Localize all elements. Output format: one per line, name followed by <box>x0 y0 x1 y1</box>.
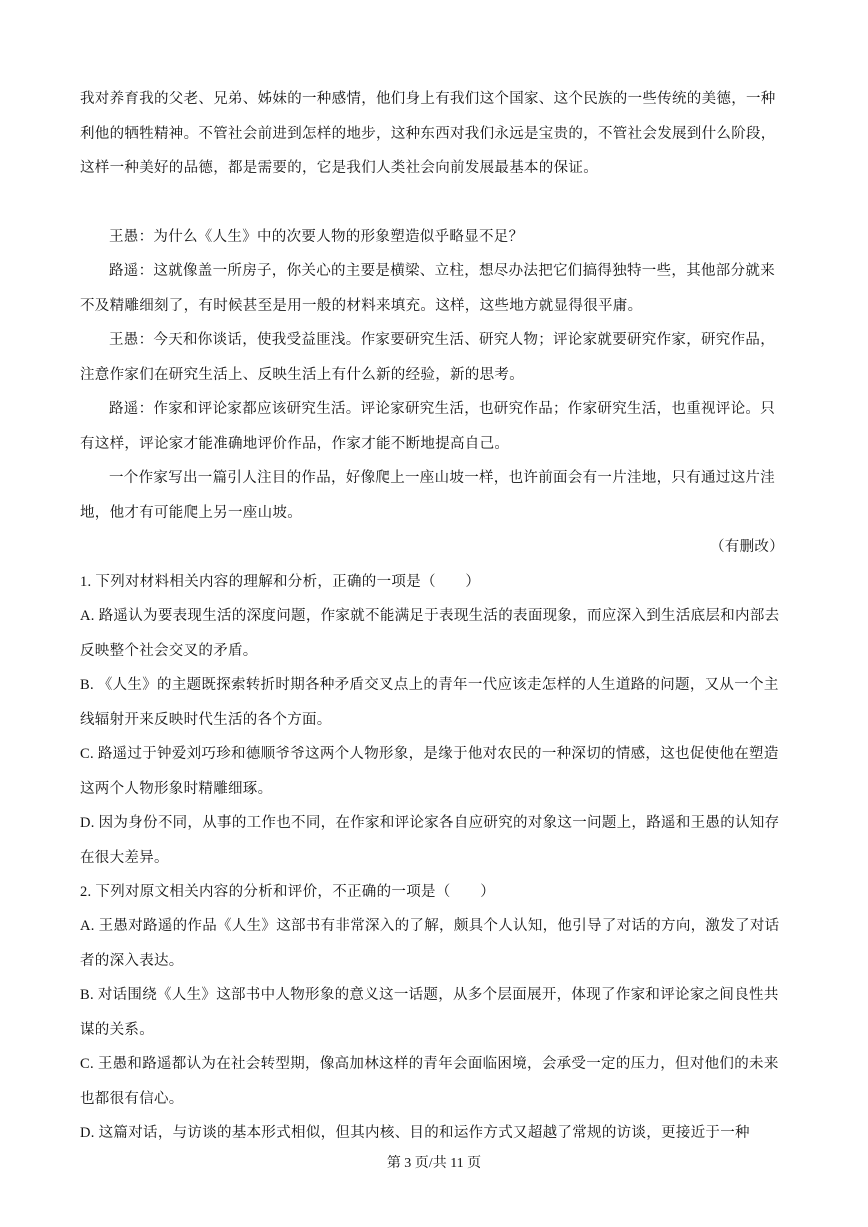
source-note: （有删改） <box>710 539 784 555</box>
question-1-option-c: C. 路遥过于钟爱刘巧珍和德顺爷爷这两个人物形象，是缘于他对农民的一种深切的情感，这也促使他在塑造这两个人物形象时精雕细琢。 <box>80 746 779 797</box>
passage-paragraph-4: 王愚：今天和你谈话，使我受益匪浅。作家要研究生活、研究人物；评论家就要研究作家，研究作品，注意作家们在研究生活上、反映生活上有什么新的经验，新的思考。 <box>80 332 775 383</box>
question-2-option-c: C. 王愚和路遥都认为在社会转型期，像高加林这样的青年会面临困境，会承受一定的压力，但对他们的未来也都很有信心。 <box>80 1056 779 1107</box>
question-1-option-d: D. 因为身份不同，从事的工作也不同，在作家和评论家各自应研究的对象这一问题上，路遥和王愚的认知存在很大差异。 <box>80 815 780 866</box>
passage-paragraph-6: 一个作家写出一篇引人注目的作品，好像爬上一座山坡一样，也许前面会有一片洼地，只有通过这片洼地，他才有可能爬上另一座山坡。 <box>80 470 775 521</box>
question-1-option-a: A. 路遥认为要表现生活的深度问题，作家就不能满足于表现生活的表面现象，而应深入到生活底层和内部去反映整个社会交叉的矛盾。 <box>80 608 780 659</box>
question-2-option-b: B. 对话围绕《人生》这部书中人物形象的意义这一话题，从多个层面展开，体现了作家和评论家之间良性共谋的关系。 <box>80 987 779 1038</box>
passage-paragraph-5: 路遥：作家和评论家都应该研究生活。评论家研究生活，也研究作品；作家研究生活，也重视评论。只有这样，评论家才能准确地评价作品，作家才能不断地提高自己。 <box>80 401 775 452</box>
question-2-option-d: D. 这篇对话，与访谈的基本形式相似，但其内核、目的和运作方式又超越了常规的访谈，更接近于一种 <box>80 1125 750 1141</box>
question-1-option-b: B. 《人生》的主题既探索转折时期各种矛盾交叉点上的青年一代应该走怎样的人生道路的问题，又从一个主线辐射开来反映时代生活的各个方面。 <box>80 677 779 728</box>
question-1-stem: 1. 下列对材料相关内容的理解和分析，正确的一项是（ ） <box>80 574 481 590</box>
question-2-option-a: A. 王愚对路遥的作品《人生》这部书有非常深入的了解，颇具个人认知，他引导了对话的方向，激发了对话者的深入表达。 <box>80 918 780 969</box>
passage-paragraph-2: 王愚：为什么《人生》中的次要人物的形象塑造似乎略显不足？ <box>109 229 524 245</box>
question-2-stem: 2. 下列对原文相关内容的分析和评价，不正确的一项是（ ） <box>80 884 495 900</box>
passage-paragraph-3: 路遥：这就像盖一所房子，你关心的主要是横梁、立柱，想尽办法把它们搞得独特一些，其他部分就来不及精雕细刻了，有时候甚至是用一般的材料来填充。这样，这些地方就显得很平庸。 <box>80 263 775 314</box>
passage-paragraph-1: 我对养育我的父老、兄弟、姊妹的一种感情，他们身上有我们这个国家、这个民族的一些传统的美德，一种利他的牺牲精神。不管社会前进到怎样的地步，这种东西对我们永远是宝贵的，不管社会发展到什么阶段，这样一种美好的品德，都是需要的，它是我们人类社会向前发展最基本的保证。 <box>80 91 776 176</box>
page-footer: 第 3 页/共 11 页 <box>386 1156 482 1171</box>
